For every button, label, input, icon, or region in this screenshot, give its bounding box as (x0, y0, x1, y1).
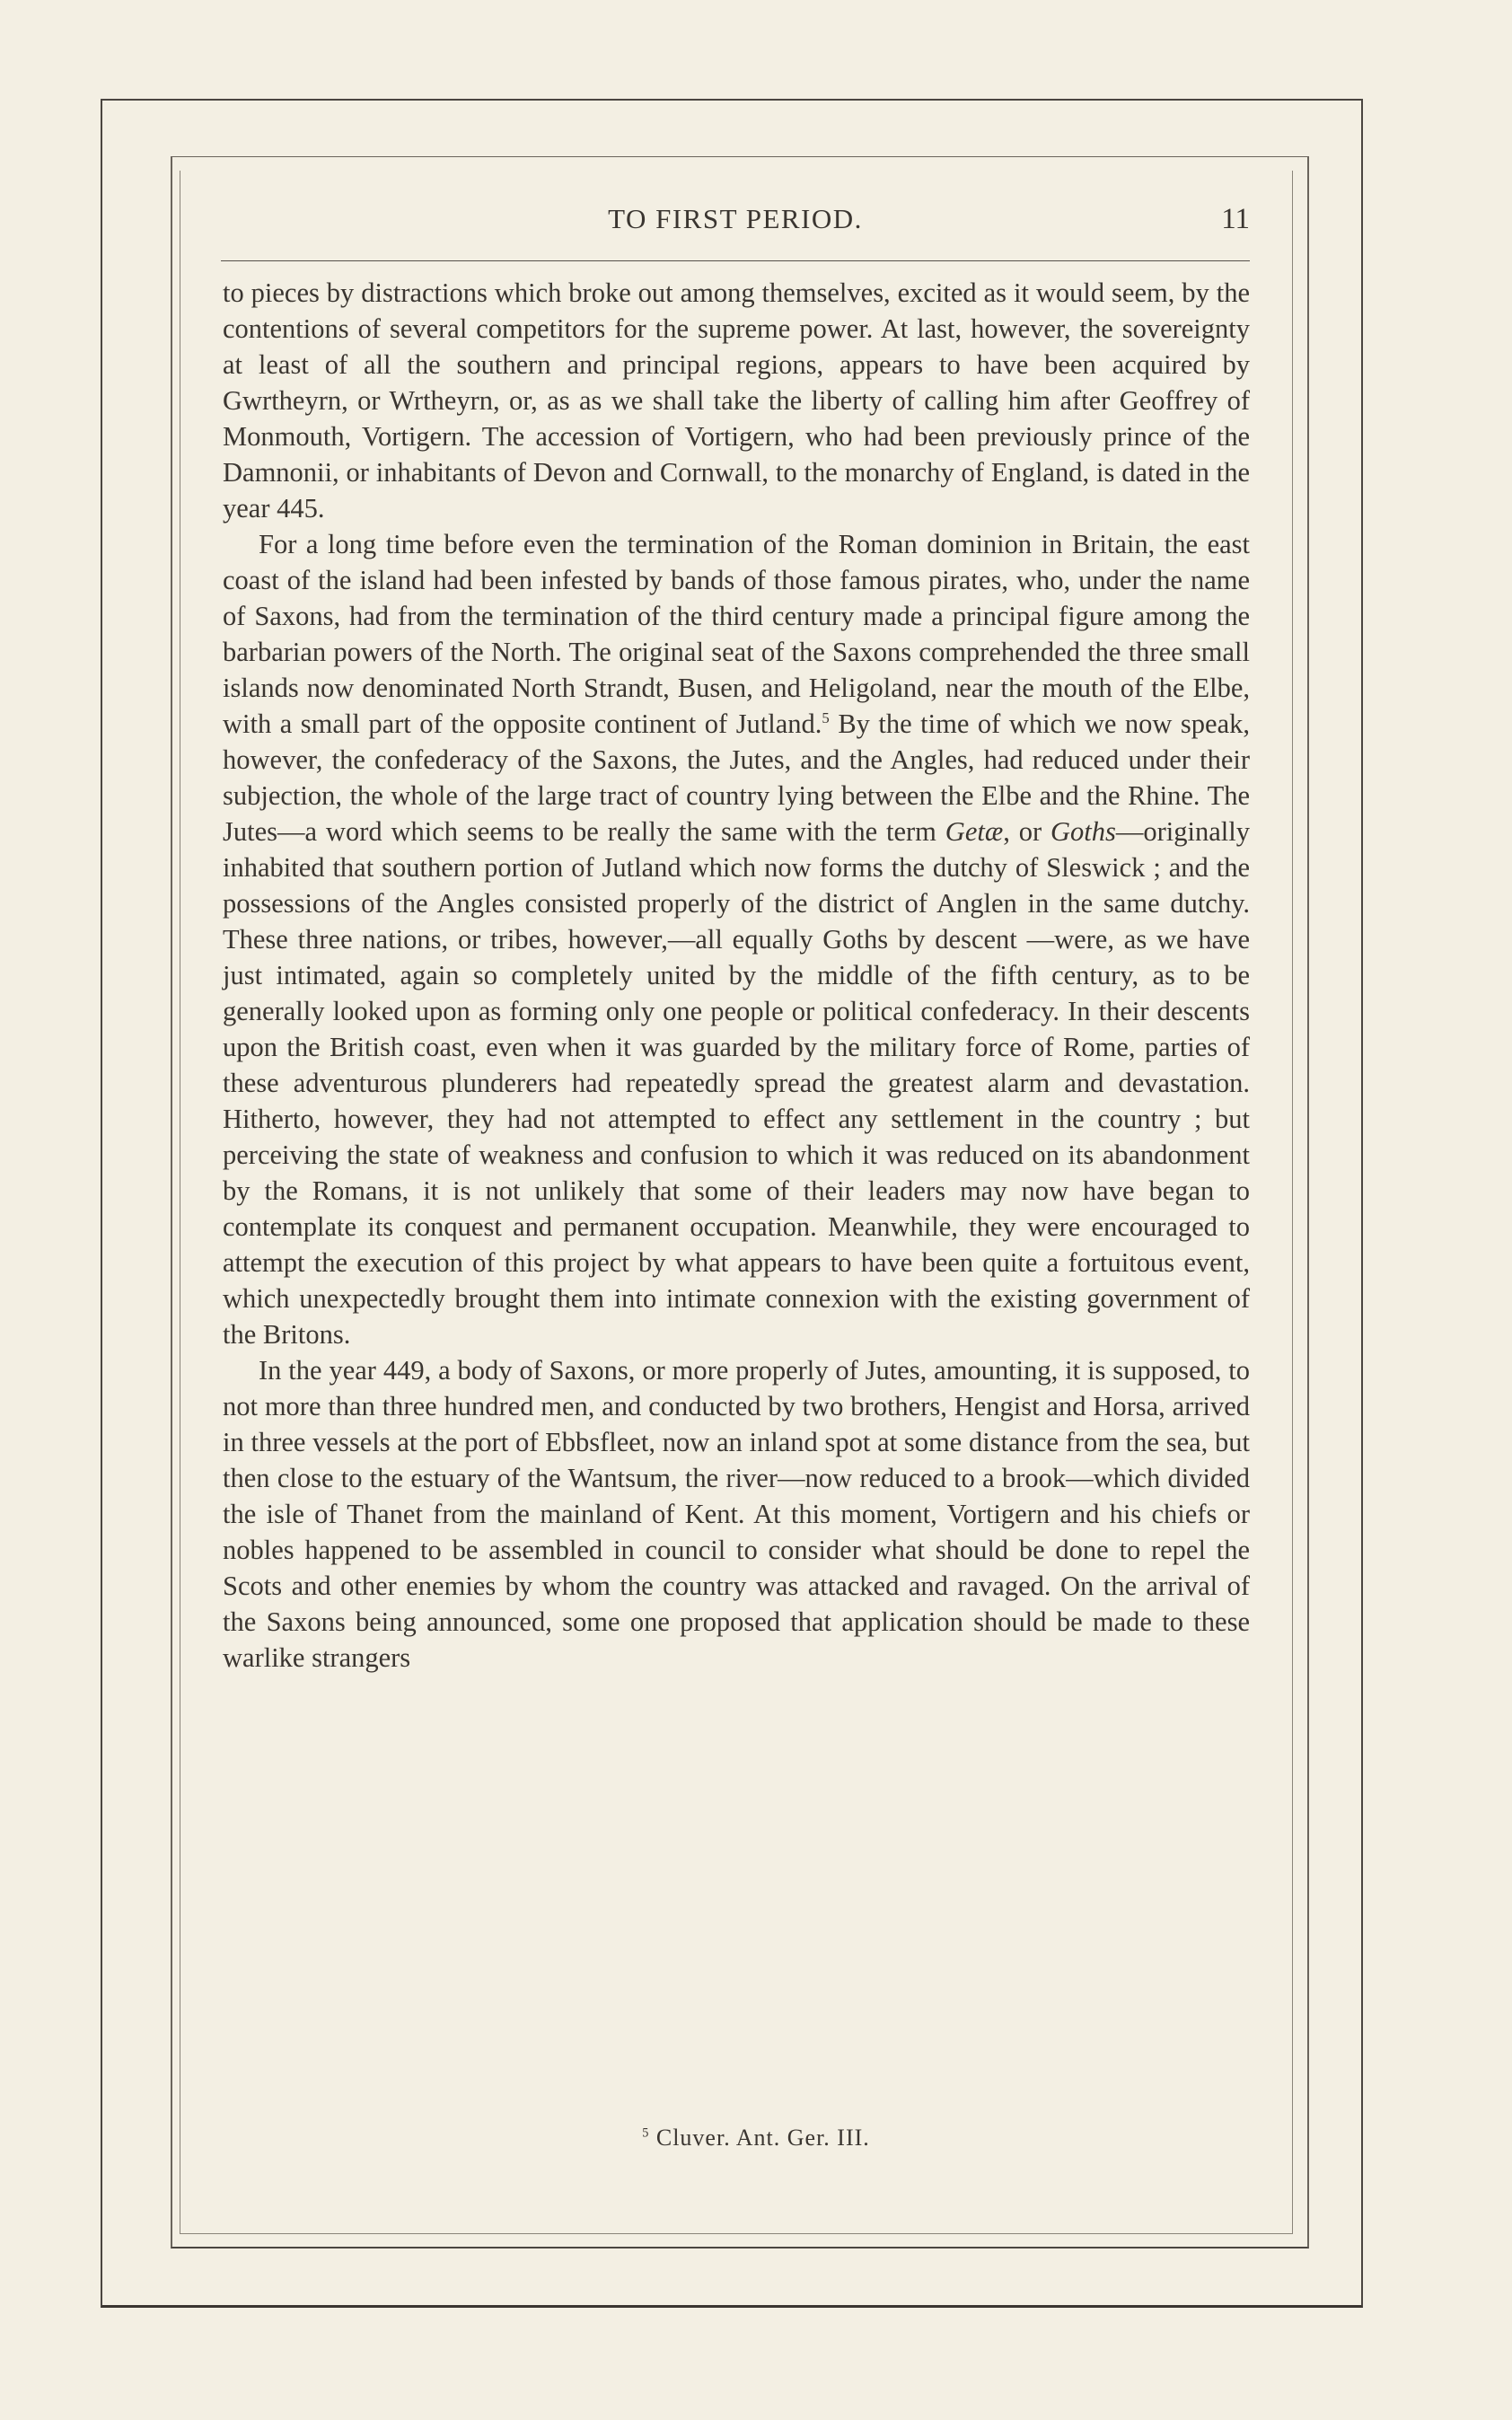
paragraph-2-part-a: For a long time before even the termination of the Roman dominion in Britain, the east coast of the island had been infested by bands of those famous pirates, who, under the name of Saxons, had from the termination of the third century made a principal figure among the barbarian powers of the North. The original seat of the Saxons comprehended the three small islands now denominated North Strandt, Busen, and Heligoland, near the mouth of the Elbe, with a small part of the opposite continent of Jutland. (223, 529, 1250, 739)
paragraph-3: In the year 449, a body of Saxons, or more properly of Jutes, amounting, it is supposed, to not more than three hundred men, and conducted by two brothers, Hengist and Horsa, arrived in three vessels at the port of Ebbsfleet, now an inland spot at some distance from the sea, but then close to the estuary of the Wantsum, the river—now reduced to a brook—which divided the isle of Thanet from the mainland of Kent. At this moment, Vortigern and his chiefs or nobles happened to be assembled in council to consider what should be done to repel the Scots and other enemies by whom the country was attacked and ravaged. On the arrival of the Saxons being announced, some one proposed that application should be made to these warlike strangers (223, 1355, 1250, 1673)
footnote (0, 2125, 1512, 2152)
term-goths: Goths (1050, 816, 1116, 847)
body-text (223, 275, 1250, 1676)
footnote-reference: 5 (822, 708, 830, 726)
paragraph-1: to pieces by distractions which broke out among themselves, excited as it would seem, by the contentions of several competitors for the supreme power. At last, however, the sovereignty at least of all the southern and principal regions, appears to have been acquired by Gwrtheyrn, or Wrtheyrn, or, as as we shall take the liberty of calling him after Geoffrey of Monmouth, Vortigern. The accession of Vortigern, who had been previously prince of the Damnonii, or inhabitants of Devon and Cornwall, to the monarchy of England, is dated in the year 445. (223, 277, 1250, 524)
footnote-text: Cluver. Ant. Ger. III. (649, 2125, 870, 2151)
term-getae: Getæ (945, 816, 1004, 847)
paragraph-2-part-d: —originally inhabited that southern portion of Jutland which now forms the dutchy of Sleswick ; and the possessions of the Angles consisted properly of the district of Anglen in the same dutchy. These three nations, or tribes, however,—all equally Goths by descent —were, as we have just intimated, again so completely united by the middle of the fifth century, as to be generally looked upon as forming only one people or political confederacy. In their descents upon the British coast, even when it was guarded by the military force of Rome, parties of these adventurous plunderers had repeatedly spread the greatest alarm and devastation. Hitherto, however, they had not attempted to effect any settlement in the country ; but perceiving the state of weakness and confusion to which it was reduced on its abandonment by the Romans, it is not unlikely that some of their leaders may now have began to contemplate its conquest and permanent occupation. Meanwhile, they were encouraged to attempt the execution of this project by what appears to have been quite a fortuitous event, which unexpectedly brought them into intimate connexion with the existing government of the Britons. (223, 816, 1250, 1350)
page-header (221, 203, 1250, 248)
paragraph-2-part-c: , or (1003, 816, 1051, 847)
paragraph-2 (223, 526, 1250, 1352)
header-rule (221, 260, 1250, 261)
running-title: TO FIRST PERIOD. (608, 203, 863, 234)
paragraph-2-part-b: By the time of which we now speak, however, the confederacy of the Saxons, the Jutes, and the Angles, had reduced under their subjection, the whole of the large tract of country lying between the Elbe and the Rhine. The Jutes—a word which seems to be really the same with the term (223, 708, 1250, 847)
page-number: 11 (1221, 203, 1250, 235)
footnote-marker: 5 (642, 2125, 650, 2141)
